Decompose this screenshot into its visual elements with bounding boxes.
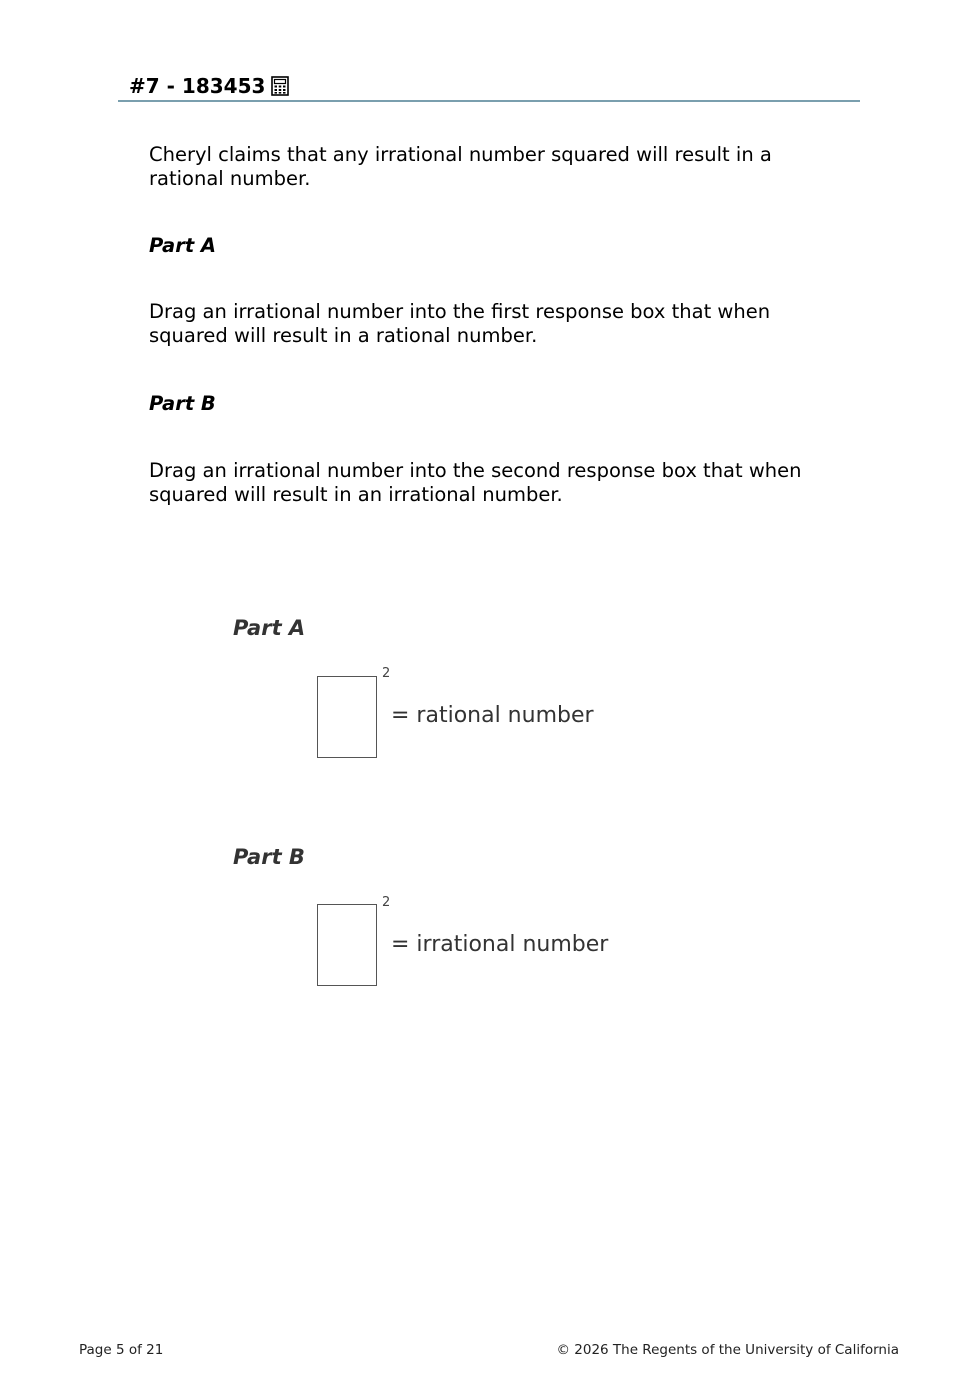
copyright-notice: © 2026 The Regents of the University of California (556, 1342, 899, 1358)
item-id-row (129, 74, 289, 98)
part-a-exponent: 2 (382, 666, 391, 681)
part-a-equation: = rational number (391, 703, 594, 728)
part-b-exponent: 2 (382, 895, 391, 910)
figure-part-b-label: Part B (233, 845, 305, 869)
figure-part-a-label: Part A (233, 616, 306, 640)
item-id: #7 - 183453 (129, 74, 266, 98)
part-b-response-box[interactable] (317, 904, 377, 986)
part-a-response-box[interactable] (317, 676, 377, 758)
part-b-equation: = irrational number (391, 932, 609, 957)
part-b-instructions: Drag an irrational number into the second response box that when squared will result in an irrational number. (149, 459, 802, 506)
item-header (118, 70, 860, 102)
part-a-instructions: Drag an irrational number into the first response box that when squared will result in a rational number. (149, 300, 771, 347)
question-stem: Cheryl claims that any irrational number squared will result in a rational number. (149, 143, 772, 190)
part-a-heading: Part A (149, 234, 217, 257)
page-number: Page 5 of 21 (79, 1342, 164, 1358)
calculator-icon (271, 76, 289, 96)
part-b-heading: Part B (149, 392, 216, 415)
